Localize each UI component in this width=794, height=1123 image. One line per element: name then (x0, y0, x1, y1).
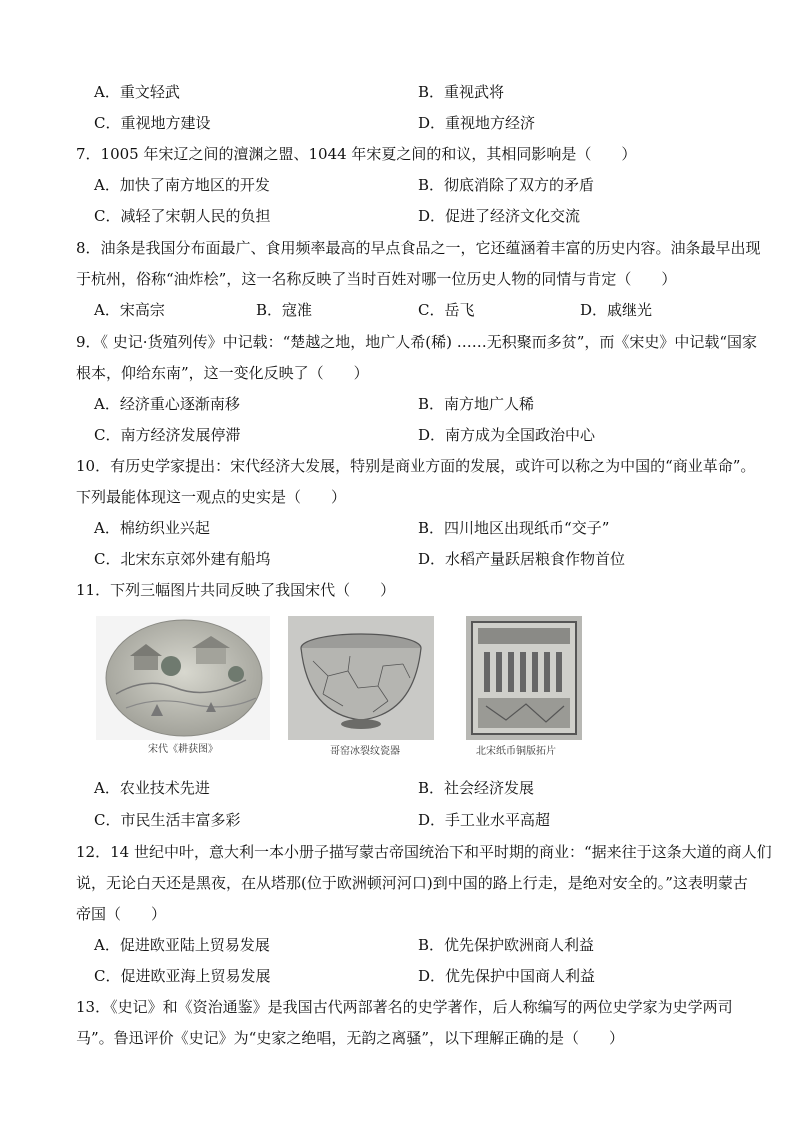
ge-kiln-bowl-image (288, 616, 434, 740)
q10-option-a: A．棉纺织业兴起 (94, 519, 210, 537)
q7-option-a: A．加快了南方地区的开发 (94, 176, 270, 194)
q10-option-d: D．水稻产量跃居粮食作物首位 (418, 550, 626, 568)
q9-stem-line-1: 9．《 史记·货殖列传》中记载：“楚越之地，地广人希(稀) ……无积聚而多贫”，而《宋史》中记载“国家 (76, 333, 758, 351)
q11-option-c: C．市民生活丰富多彩 (94, 811, 241, 829)
q8-stem-line-1: 8．油条是我国分布面最广、食用频率最高的早点食品之一，它还蕴涵着丰富的历史内容。油条最早出现 (76, 239, 761, 257)
q9-option-c: C．南方经济发展停滞 (94, 426, 241, 444)
q7-option-b: B．彻底消除了双方的矛盾 (418, 176, 595, 194)
q10-stem-line-1: 10．有历史学家提出：宋代经济大发展，特别是商业方面的发展，或许可以称之为中国的“商业革命”。 (76, 457, 756, 475)
q12-stem-line-1: 12．14 世纪中叶，意大利一本小册子描写蒙古帝国统治下和平时期的商业：“据来往于这条大道的商人们 (76, 843, 772, 861)
q10-option-b: B．四川地区出现纸币“交子” (418, 519, 610, 537)
figure-jiaozi-rubbing (466, 616, 582, 768)
caption-gengzhi-tu: 宋代《耕获图》 (148, 744, 218, 755)
q12-stem-line-2: 说，无论白天还是黑夜，在从塔那(位于欧洲顿河河口)到中国的路上行走，是绝对安全的。”这表明蒙古 (76, 874, 748, 892)
q8-option-c: C．岳飞 (418, 301, 475, 319)
gengzhi-tu-image (96, 616, 270, 740)
q12-option-c: C．促进欧亚海上贸易发展 (94, 967, 271, 985)
q10-option-c: C．北宋东京郊外建有船坞 (94, 550, 271, 568)
q8-option-a: A．宋高宗 (94, 301, 165, 319)
q13-stem-line-1: 13．《史记》和《资治通鉴》是我国古代两部著名的史学著作，后人称编写的两位史学家为史学两司 (76, 998, 733, 1016)
q6-option-d: D．重视地方经济 (418, 114, 536, 132)
jiaozi-rubbing-image (466, 616, 582, 740)
q6-option-c: C．重视地方建设 (94, 114, 211, 132)
q11-option-b: B．社会经济发展 (418, 779, 535, 797)
q6-option-b: B．重视武将 (418, 83, 505, 101)
q12-option-a: A．促进欧亚陆上贸易发展 (94, 936, 270, 954)
q9-stem-line-2: 根本，仰给东南”，这一变化反映了（ ） (76, 364, 369, 382)
q6-option-a: A．重文轻武 (94, 83, 180, 101)
q11-option-a: A．农业技术先进 (94, 779, 210, 797)
figure-ge-kiln-bowl (288, 616, 434, 768)
figure-gengzhi-tu (96, 616, 270, 768)
q9-option-a: A．经济重心逐渐南移 (94, 395, 240, 413)
q8-option-b: B．寇准 (256, 301, 313, 319)
q9-option-b: B．南方地广人稀 (418, 395, 535, 413)
q9-option-d: D．南方成为全国政治中心 (418, 426, 596, 444)
q11-stem: 11．下列三幅图片共同反映了我国宋代（ ） (76, 581, 396, 599)
q11-option-d: D．手工业水平高超 (418, 811, 551, 829)
q12-option-d: D．优先保护中国商人利益 (418, 967, 596, 985)
q12-stem-line-3: 帝国（ ） (76, 905, 167, 923)
q12-option-b: B．优先保护欧洲商人利益 (418, 936, 595, 954)
q10-stem-line-2: 下列最能体现这一观点的史实是（ ） (76, 488, 347, 506)
q8-stem-line-2: 于杭州，俗称“油炸桧”，这一名称反映了当时百姓对哪一位历史人物的同情与肯定（ ） (76, 270, 677, 288)
q7-stem: 7．1005 年宋辽之间的澶渊之盟、1044 年宋夏之间的和议，其相同影响是（ ） (76, 145, 637, 163)
caption-ge-kiln-bowl: 哥窑冰裂纹瓷器 (330, 746, 400, 757)
caption-jiaozi-rubbing: 北宋纸币铜版拓片 (476, 746, 556, 757)
q8-option-d: D．戚继光 (580, 301, 653, 319)
q13-stem-line-2: 马”。鲁迅评价《史记》为“史家之绝唱，无韵之离骚”，以下理解正确的是（ ） (76, 1029, 625, 1047)
q7-option-c: C．减轻了宋朝人民的负担 (94, 207, 271, 225)
q7-option-d: D．促进了经济文化交流 (418, 207, 581, 225)
